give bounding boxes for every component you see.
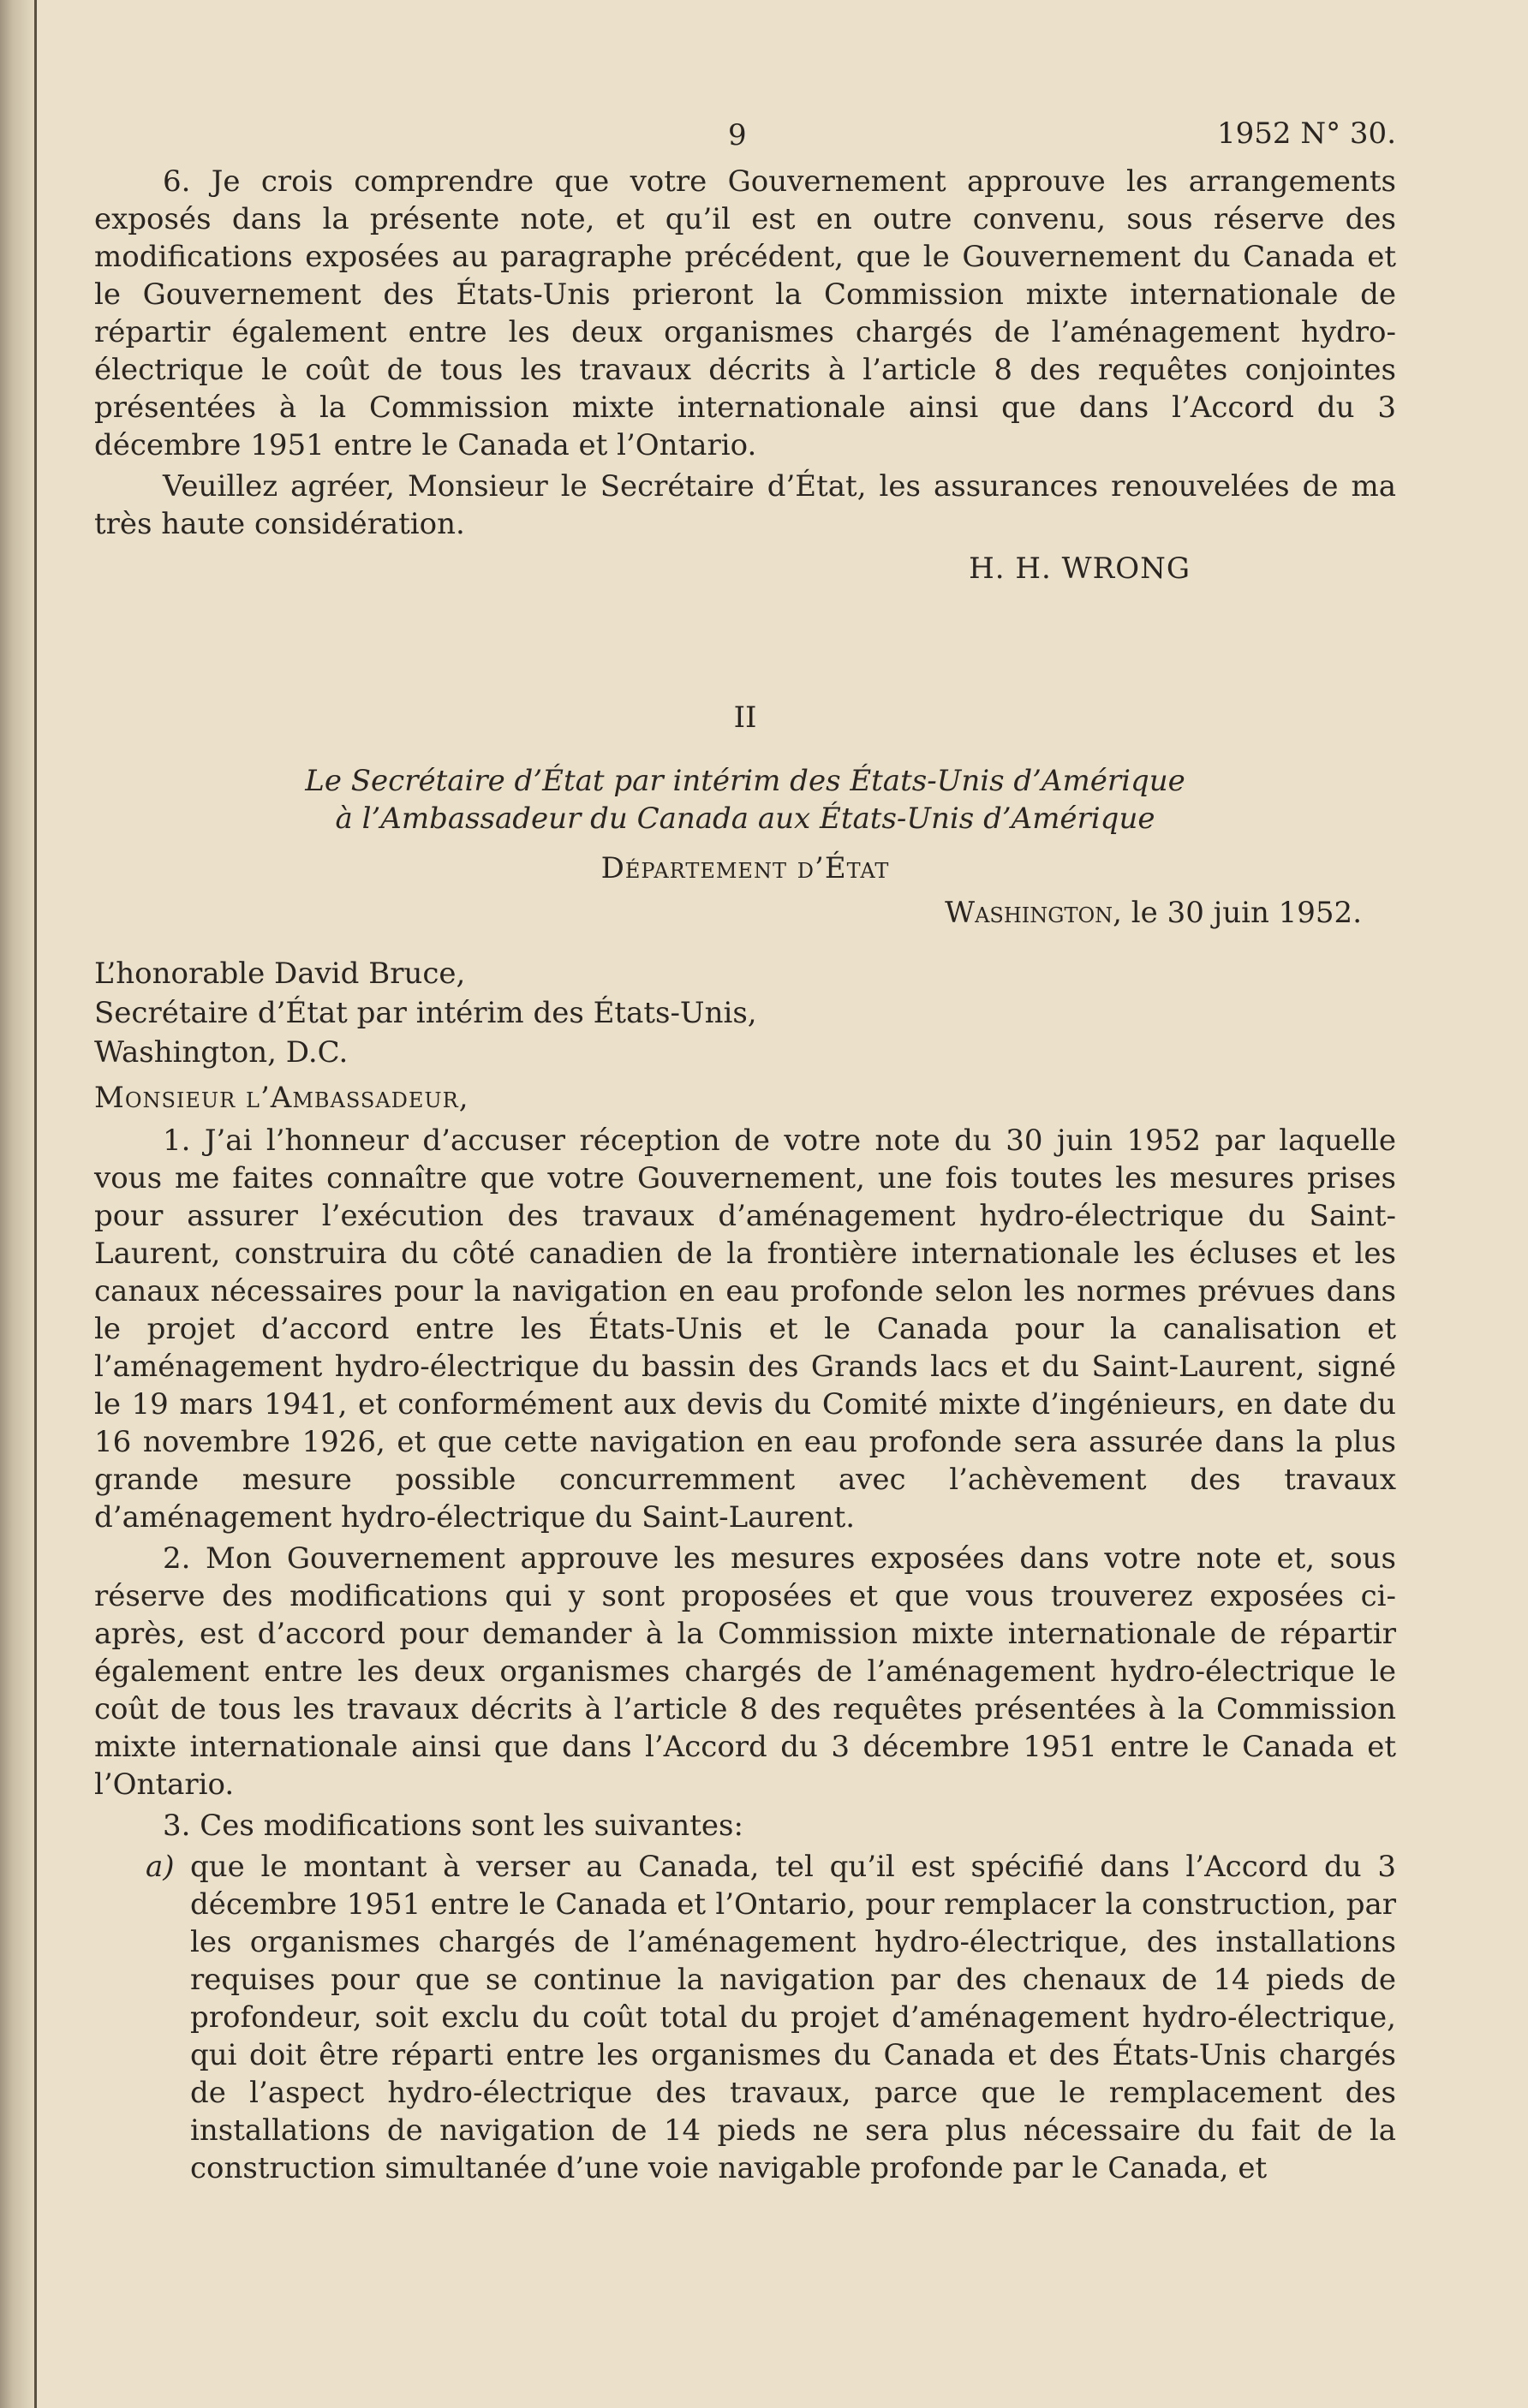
paragraph-1: 1. J’ai l’honneur d’accuser réception de votre note du 30 juin 1952 par laquelle vous me faites connaître que votre Gouvernement, une fois toutes les mesures prises pour assurer l’exécution des travaux d’aménagement hydro-électrique du Saint-Laurent, construira du côté canadien de la frontière internationale les écluses et les canaux nécessaires pour la navigation en eau profonde selon les normes prévues dans le projet d’accord entre les États-Unis et le Canada pour la canalisation et l’aménagement hydro-électrique du bassin des Grands lacs et du Saint-Laurent, signé le 19 mars 1941, et conformément aux devis du Comité mixte d’ingénieurs, en date du 16 novembre 1926, et que cette navigation en eau profonde sera assurée dans la plus grande mesure possible concurremment avec l’achèvement des travaux d’aménagement hydro-électrique du Saint-Laurent. bbox=[94, 1124, 1396, 1535]
recipient-address bbox=[94, 954, 1396, 1072]
section-number: II bbox=[733, 700, 757, 735]
document-reference: 1952 N° 30. bbox=[1217, 116, 1396, 151]
list-item-a-text: que le montant à verser au Canada, tel qu’il est spécifié dans l’Accord du 3 décembre 1951 entre le Canada et l’Ontario, pour remplacer la construction, par les organismes chargés de l’aménagement hydro-électrique, des installations requises pour que se continue la navigation par des chenaux de 14 pieds de profondeur, soit exclu du coût total du projet d’aménagement hydro-électrique, qui doit être réparti entre les organismes du Canada et des États-Unis chargés de l’aspect hydro-électrique des travaux, parce que le remplacement des installations de navigation de 14 pieds ne sera plus nécessaire du fait de la construction simultanée d’une voie navigable profonde par le Canada, et bbox=[190, 1850, 1396, 2185]
dateline-date: , le 30 juin 1952. bbox=[1113, 896, 1362, 930]
letter-heading bbox=[94, 762, 1396, 837]
salutation: Monsieur l’Ambassadeur, bbox=[94, 1081, 469, 1115]
paragraph-3: 3. Ces modifications sont les suivantes: bbox=[163, 1809, 743, 1843]
closing-formula: Veuillez agréer, Monsieur le Secrétaire d’État, les assurances renouvelées de ma très haute considération. bbox=[94, 469, 1396, 541]
page-number: 9 bbox=[728, 118, 747, 152]
letter-heading-line-2: à l’Ambassadeur du Canada aux États-Unis d’Amérique bbox=[335, 802, 1155, 836]
page-edge-shadow bbox=[0, 0, 34, 2408]
address-line-3: Washington, D.C. bbox=[94, 1035, 349, 1070]
signature: H. H. WRONG bbox=[969, 551, 1191, 586]
document-page bbox=[94, 103, 1396, 2187]
department-name: Département d’État bbox=[600, 851, 890, 885]
letter-heading-line-1: Le Secrétaire d’État par intérim des États-Unis d’Amérique bbox=[305, 764, 1185, 798]
list-item-a-label: a) bbox=[146, 1850, 175, 1884]
paragraph-2: 2. Mon Gouvernement approuve les mesures exposées dans votre note et, sous réserve des modifications qui y sont proposées et que vous trouverez exposées ci-après, est d’accord pour demander à la Commission mixte internationale de répartir également entre les deux organismes chargés de l’aménagement hydro-électrique le coût de tous les travaux décrits à l’article 8 des requêtes présentées à la Commission mixte internationale ainsi que dans l’Accord du 3 décembre 1951 entre le Canada et l’Ontario. bbox=[94, 1541, 1396, 1802]
page-header bbox=[94, 103, 1396, 154]
list-item-a bbox=[146, 1848, 1396, 2187]
paragraph-6: 6. Je crois comprendre que votre Gouvernement approuve les arrangements exposés dans la présente note, et qu’il est en outre convenu, sous réserve des modifications exposées au paragraphe précédent, que le Gouvernement du Canada et le Gouvernement des États-Unis prieront la Commission mixte internationale de répartir également entre les deux organismes chargés de l’aménagement hydro-électrique le coût de tous les travaux décrits à l’article 8 des requêtes conjointes présentées à la Commission mixte internationale ainsi que dans l’Accord du 3 décembre 1951 entre le Canada et l’Ontario. bbox=[94, 164, 1396, 462]
address-line-2: Secrétaire d’État par intérim des États-Unis, bbox=[94, 996, 757, 1030]
dateline bbox=[94, 894, 1396, 932]
dateline-place: Washington bbox=[945, 896, 1113, 930]
binding-edge-line bbox=[34, 0, 37, 2408]
address-line-1: L’honorable David Bruce, bbox=[94, 957, 466, 991]
